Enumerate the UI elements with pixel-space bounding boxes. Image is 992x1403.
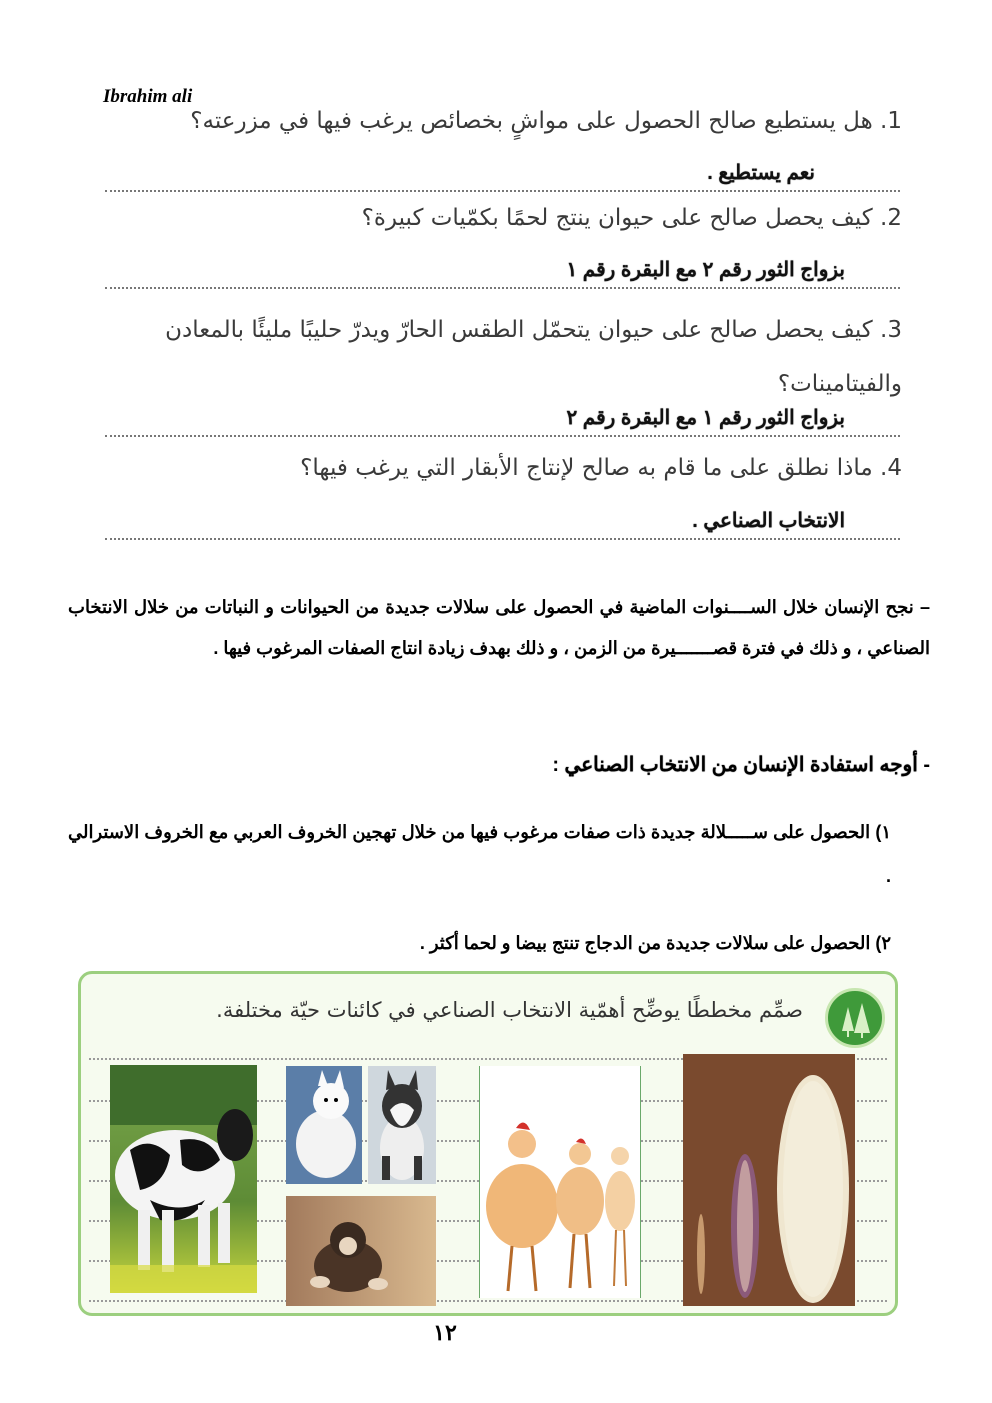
heading-prefix: - [917,754,930,776]
puppy-image [286,1196,436,1306]
question-1: 1. هل يستطيع صالح الحصول على مواشٍ بخصائص يرغب فيها في مزرعته؟ [190,108,902,134]
intro-paragraph: – نجح الإنسان خلال الســــنوات الماضية في الحصول على سلالات جديدة من الحيوانات و النباتات من خلال الانتخاب الصناعي ، و ذلك في فترة قصـــــــيرة من الزمن ، و ذلك بهدف زيادة انتاج الصفات المرغوب فيها . [68,597,930,658]
activity-title: صمِّم مخططًا يوضِّح أهمّية الانتخاب الصناعي في كائنات حيّة مختلفة. [216,998,803,1022]
list-item-2: ٢) الحصول على سلالات جديدة من الدجاج تنتج بيضا و لحما أكثر . [419,933,891,953]
activity-panel [78,971,898,1316]
answer-text: الانتخاب الصناعي . [692,510,845,532]
answer-line-4 [105,508,900,540]
question-2: 2. كيف يحصل صالح على حيوان ينتج لحمًا بكمّيات كبيرة؟ [361,205,902,231]
husky-image [368,1066,436,1184]
question-number: 3 [887,317,902,343]
heading-suffix: : [552,754,565,776]
question-4: 4. ماذا نطلق على ما قام به صالح لإنتاج الأبقار التي يرغب فيها؟ [300,455,902,481]
trees-icon [825,988,885,1048]
answer-text: بزواج الثور رقم ٢ مع البقرة رقم ١ [566,259,845,281]
question-text: كيف يحصل صالح على حيوان ينتج لحمًا بكمّيات كبيرة؟ [361,205,873,231]
answer-line-1 [105,160,900,192]
question-number: 2 [887,205,902,231]
cow-image [110,1065,257,1293]
white-dog-image [286,1066,362,1184]
question-text: هل يستطيع صالح الحصول على مواشٍ بخصائص يرغب فيها في مزرعته؟ [190,108,873,134]
answer-line-3 [105,405,900,437]
question-text: كيف يحصل صالح على حيوان يتحمّل الطقس الحارّ ويدرّ حليبًا مليئًا بالمعادن والفيتامينات؟ [165,317,902,397]
question-text: ماذا نطلق على ما قام به صالح لإنتاج الأبقار التي يرغب فيها؟ [300,455,873,481]
page-number: ١٢ [433,1320,457,1345]
section-heading [70,752,930,777]
chickens-image [479,1066,641,1298]
question-number: 1 [887,108,902,134]
question-number: 4 [887,455,902,481]
corn-image [683,1054,855,1306]
answer-text: بزواج الثور رقم ١ مع البقرة رقم ٢ [566,407,845,429]
answer-text: نعم يستطيع . [707,162,815,184]
answer-line-2 [105,257,900,289]
question-3: 3. كيف يحصل صالح على حيوان يتحمّل الطقس الحارّ ويدرّ حليبًا مليئًا بالمعادن والفيتامينات؟ [165,317,902,397]
list-item-1: ١) الحصول على ســـــلالة جديدة ذات صفات مرغوب فيها من خلال تهجين الخروف العربي مع الخروف الاسترالي . [68,822,891,886]
author-name: Ibrahim ali [103,86,193,107]
heading-main: أوجه استفادة الإنسان من الانتخاب الصناعي [564,754,918,776]
